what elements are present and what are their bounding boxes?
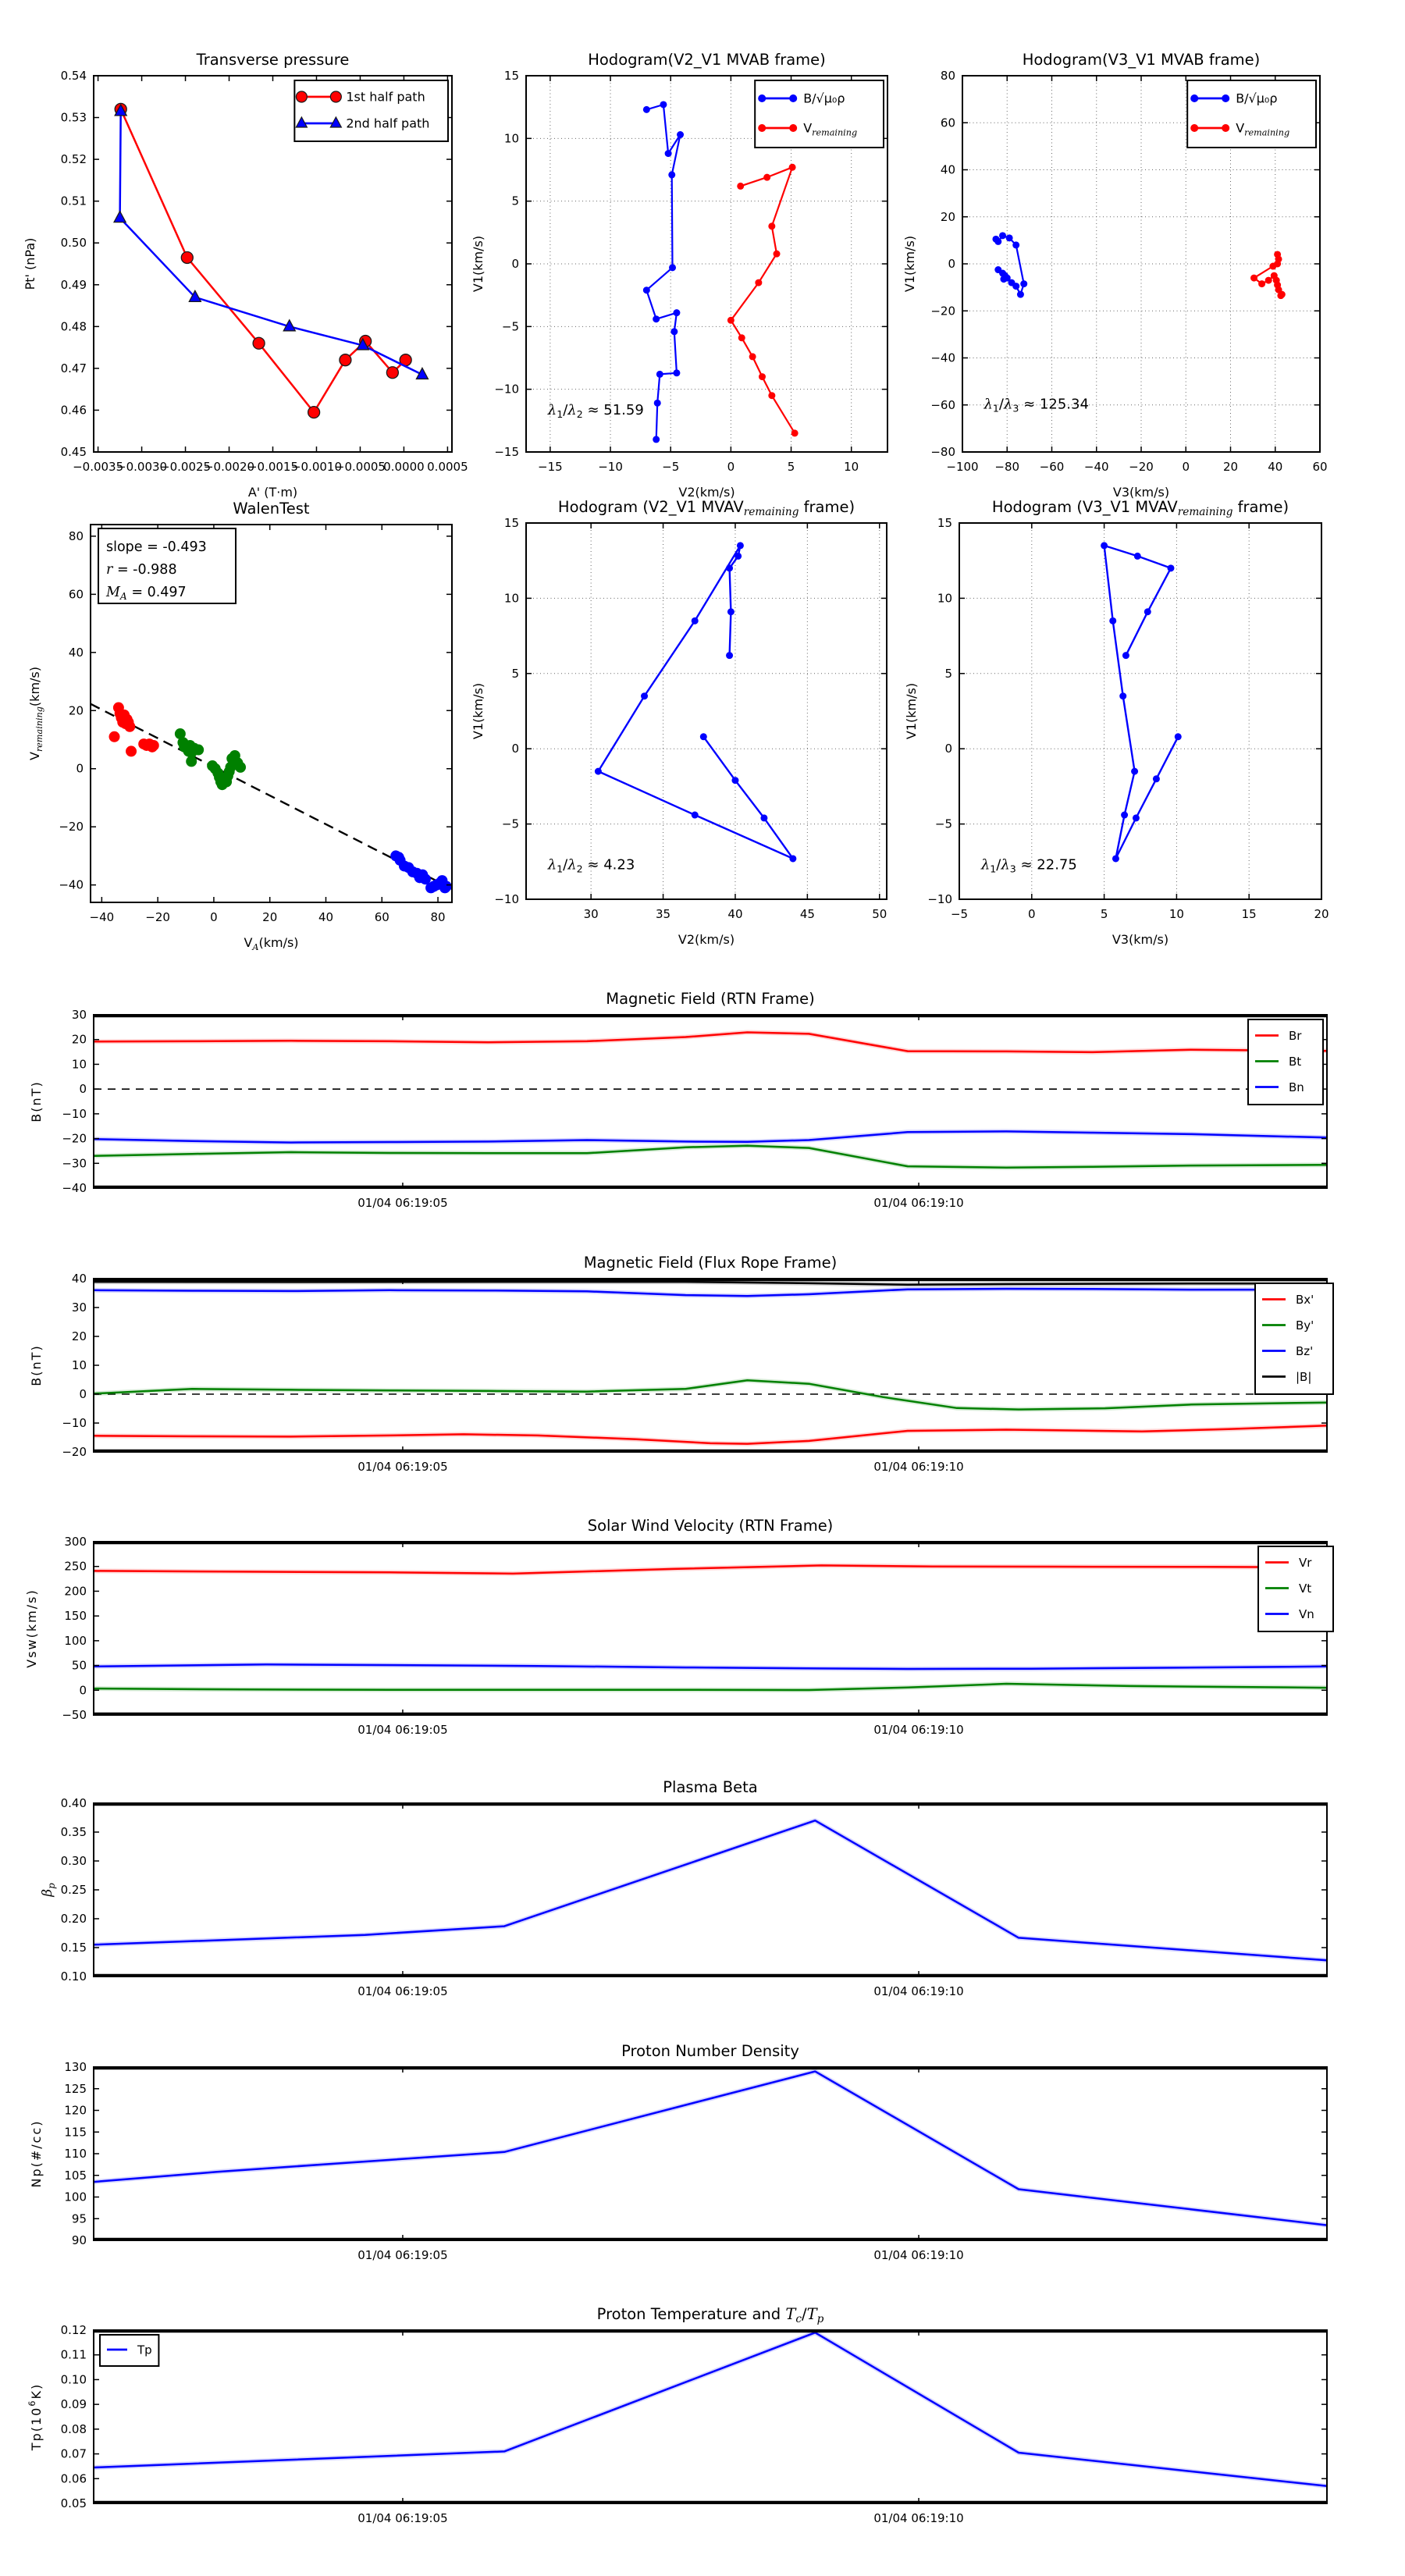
svg-text:250: 250 (64, 1559, 87, 1574)
svg-text:−20: −20 (62, 1445, 87, 1459)
svg-text:01/04 06:19:05: 01/04 06:19:05 (357, 1984, 448, 1998)
svg-text:0.35: 0.35 (60, 1825, 87, 1839)
svg-text:01/04 06:19:10: 01/04 06:19:10 (873, 1723, 964, 1737)
svg-text:15: 15 (503, 516, 519, 530)
svg-text:−30: −30 (62, 1156, 87, 1171)
svg-text:10: 10 (937, 591, 952, 606)
svg-text:5: 5 (1100, 907, 1108, 921)
svg-text:Hodogram(V2_V1 MVAB frame): Hodogram(V2_V1 MVAB frame) (588, 51, 826, 69)
svg-text:40: 40 (68, 645, 84, 660)
svg-text:Transverse pressure: Transverse pressure (196, 51, 350, 69)
svg-text:0.11: 0.11 (60, 2347, 87, 2362)
svg-text:95: 95 (71, 2211, 87, 2226)
svg-text:10: 10 (1168, 907, 1184, 921)
svg-text:λ1/λ2 ≈ 4.23: $\lambda_1/\lambda_2 \approx 4.23$ (547, 856, 635, 875)
svg-text:20: 20 (940, 209, 955, 224)
chart-svg-proton_density (29, 2042, 1327, 2262)
svg-text:110: 110 (64, 2147, 87, 2161)
svg-text:B/√μ₀ρ: B/√μ₀ρ (803, 91, 845, 106)
svg-text:0.12: 0.12 (60, 2323, 87, 2337)
svg-text:01/04 06:19:10: 01/04 06:19:10 (873, 1984, 964, 1998)
svg-text:01/04 06:19:05: 01/04 06:19:05 (357, 2248, 448, 2262)
svg-text:0: 0 (79, 1387, 87, 1401)
svg-text:0.54: 0.54 (60, 69, 87, 83)
chart-svg-transverse_pressure (23, 51, 468, 500)
svg-text:−10: −10 (62, 1416, 87, 1430)
svg-text:V2(km/s): V2(km/s) (678, 932, 735, 947)
svg-text:−0.0020: −0.0020 (203, 460, 255, 474)
svg-text:0.0005: 0.0005 (427, 460, 468, 474)
svg-text:−50: −50 (62, 1708, 87, 1722)
svg-text:Vremaining: $V_{remaining}$ (803, 120, 858, 138)
svg-text:60: 60 (374, 910, 389, 924)
svg-text:5: 5 (787, 460, 795, 474)
svg-text:A' (T·m): A' (T·m) (247, 485, 298, 500)
svg-text:20: 20 (262, 910, 278, 924)
plot-plasma-beta (40, 1778, 1327, 1998)
svg-text:λ1/λ3 ≈ 22.75: $\lambda_1/\lambda_3 \approx 22.75$ (980, 856, 1077, 875)
svg-text:5: 5 (944, 666, 952, 681)
svg-text:0: 0 (1028, 907, 1036, 921)
svg-text:10: 10 (844, 460, 859, 474)
svg-text:60: 60 (1312, 460, 1328, 474)
svg-text:Hodogram (V3_V1 MVAVremaining: Hodogram (V3_V1 $MVAV_{remaining}$ frame) (991, 498, 1289, 518)
svg-text:100: 100 (64, 1633, 87, 1648)
svg-text:0.30: 0.30 (60, 1854, 87, 1868)
svg-text:Plasma Beta: Plasma Beta (663, 1778, 758, 1796)
svg-text:Bn: Bn (1289, 1080, 1304, 1094)
svg-text:−40: −40 (930, 350, 955, 365)
svg-text:0.10: 0.10 (60, 2372, 87, 2387)
svg-text:1st half path: 1st half path (346, 89, 425, 105)
svg-text:−10: −10 (927, 892, 952, 906)
svg-text:0: 0 (210, 910, 218, 924)
svg-text:40: 40 (71, 1272, 87, 1286)
plot-proton-temperature (27, 2305, 1327, 2525)
svg-text:−20: −20 (930, 304, 955, 318)
svg-text:01/04 06:19:10: 01/04 06:19:10 (873, 1196, 964, 1210)
svg-text:Tp: Tp (137, 2343, 152, 2357)
svg-text:B(nT): B(nT) (29, 1080, 44, 1123)
svg-text:01/04 06:19:10: 01/04 06:19:10 (873, 2248, 964, 2262)
svg-text:01/04 06:19:05: 01/04 06:19:05 (357, 2511, 448, 2525)
svg-text:V1(km/s): V1(km/s) (902, 235, 917, 293)
svg-text:60: 60 (68, 587, 84, 602)
svg-text:−40: −40 (89, 910, 115, 924)
svg-text:−5: −5 (501, 817, 519, 831)
svg-text:VA(km/s): $V_A(km/s)$ (244, 935, 299, 952)
plot-proton-number-density (29, 2042, 1327, 2262)
svg-text:Magnetic Field (RTN Frame): Magnetic Field (RTN Frame) (606, 990, 815, 1008)
plot-hodogram-v2v1-mvav-remaining (471, 498, 887, 947)
svg-text:−40: −40 (1083, 460, 1109, 474)
plot-hodogram-v2v1-mvab (471, 51, 887, 500)
svg-text:Proton Temperature and Tc/Tp: Proton Temperature and $T_c/T_p$ (596, 2305, 824, 2325)
svg-text:10: 10 (71, 1057, 87, 1072)
svg-text:Bt: Bt (1289, 1055, 1302, 1069)
svg-text:40: 40 (318, 910, 334, 924)
svg-text:r = -0.988: r = -0.988 (106, 562, 177, 578)
svg-text:0.53: 0.53 (60, 110, 87, 125)
svg-text:0: 0 (79, 1082, 87, 1097)
svg-text:0: 0 (1182, 460, 1190, 474)
svg-text:Vr: Vr (1299, 1556, 1312, 1570)
svg-text:125: 125 (64, 2081, 87, 2096)
svg-text:20: 20 (71, 1329, 87, 1343)
svg-text:V3(km/s): V3(km/s) (1112, 932, 1169, 947)
svg-text:20: 20 (1314, 907, 1329, 921)
chart-svg-proton_temp (27, 2305, 1327, 2525)
svg-text:0.08: 0.08 (60, 2421, 87, 2436)
svg-text:0: 0 (727, 460, 735, 474)
svg-text:105: 105 (64, 2168, 87, 2183)
svg-text:−10: −10 (62, 1106, 87, 1121)
svg-text:−0.0035: −0.0035 (73, 460, 124, 474)
svg-text:−10: −10 (494, 892, 519, 906)
svg-text:Solar Wind Velocity (RTN Frame: Solar Wind Velocity (RTN Frame) (587, 1517, 834, 1535)
svg-text:20: 20 (71, 1032, 87, 1047)
svg-text:0.49: 0.49 (60, 277, 87, 292)
svg-text:MA = 0.497: $M_A = 0.497$ (106, 585, 187, 602)
svg-text:15: 15 (1241, 907, 1257, 921)
chart-svg-b_rtn (29, 990, 1327, 1210)
svg-text:30: 30 (71, 1008, 87, 1022)
svg-text:10: 10 (503, 131, 519, 146)
svg-text:−0.0025: −0.0025 (160, 460, 212, 474)
svg-text:−0.0015: −0.0015 (247, 460, 299, 474)
svg-text:Bz': Bz' (1296, 1344, 1314, 1358)
svg-text:|B|: |B| (1296, 1370, 1312, 1384)
svg-text:−5: −5 (934, 817, 952, 831)
svg-text:0.46: 0.46 (60, 403, 87, 418)
svg-text:15: 15 (503, 69, 519, 83)
svg-text:300: 300 (64, 1535, 87, 1549)
chart-svg-hodogram_v2_mvab (471, 51, 887, 500)
svg-text:Proton Number Density: Proton Number Density (621, 2042, 799, 2060)
svg-text:10: 10 (71, 1358, 87, 1372)
svg-text:Magnetic Field (Flux Rope Fram: Magnetic Field (Flux Rope Frame) (583, 1254, 838, 1272)
svg-text:λ1/λ3 ≈ 125.34: $\lambda_1/\lambda_3 \approx 125.34$ (984, 396, 1089, 415)
svg-text:−80: −80 (930, 445, 955, 459)
svg-text:0: 0 (511, 742, 519, 756)
plot-magnetic-field-flux-rope (29, 1254, 1327, 1474)
svg-text:V1(km/s): V1(km/s) (471, 682, 486, 740)
svg-text:0.50: 0.50 (60, 236, 87, 251)
svg-text:0.0000: 0.0000 (383, 460, 425, 474)
svg-text:40: 40 (940, 162, 955, 177)
svg-text:01/04 06:19:10: 01/04 06:19:10 (873, 2511, 964, 2525)
svg-text:30: 30 (583, 907, 599, 921)
plot-walen-test (27, 500, 452, 952)
svg-text:Vsw(km/s): Vsw(km/s) (24, 1589, 39, 1668)
svg-text:B(nT): B(nT) (29, 1344, 44, 1386)
svg-text:0.09: 0.09 (60, 2397, 87, 2412)
svg-text:130: 130 (64, 2060, 87, 2074)
svg-text:0.10: 0.10 (60, 1969, 87, 1984)
svg-text:20: 20 (68, 703, 84, 718)
plot-hodogram-v3v1-mvab (902, 51, 1328, 500)
svg-text:slope = -0.493: slope = -0.493 (106, 539, 207, 555)
svg-text:10: 10 (503, 591, 519, 606)
svg-text:λ1/λ2 ≈ 51.59: $\lambda_1/\lambda_2 \approx 51.59$ (547, 401, 644, 420)
svg-text:−100: −100 (946, 460, 979, 474)
svg-text:βp: $\beta_p$ (40, 1883, 57, 1897)
svg-text:Vremaining: $V_{remaining}$ (1236, 120, 1290, 138)
svg-text:−20: −20 (59, 820, 84, 834)
svg-text:V3(km/s): V3(km/s) (1112, 485, 1170, 500)
svg-text:80: 80 (430, 910, 446, 924)
svg-text:WalenTest: WalenTest (233, 500, 310, 518)
plot-hodogram-v3v1-mvav-remaining (904, 498, 1329, 947)
svg-text:V2(km/s): V2(km/s) (678, 485, 735, 500)
svg-text:200: 200 (64, 1584, 87, 1599)
svg-text:120: 120 (64, 2103, 87, 2118)
svg-text:−0.0010: −0.0010 (290, 460, 343, 474)
svg-text:Vt: Vt (1299, 1582, 1312, 1596)
svg-text:30: 30 (71, 1300, 87, 1315)
chart-svg-vsw_rtn (24, 1517, 1327, 1737)
svg-text:20: 20 (1222, 460, 1239, 474)
svg-text:0.51: 0.51 (60, 194, 87, 208)
svg-text:40: 40 (1268, 460, 1283, 474)
svg-text:−0.0005: −0.0005 (334, 460, 386, 474)
svg-text:−80: −80 (994, 460, 1020, 474)
svg-text:0.48: 0.48 (60, 319, 87, 334)
svg-text:0.06: 0.06 (60, 2471, 87, 2486)
svg-text:−0.0030: −0.0030 (116, 460, 168, 474)
svg-text:2nd half path: 2nd half path (346, 116, 430, 131)
svg-text:−20: −20 (62, 1131, 87, 1146)
svg-text:−40: −40 (62, 1181, 87, 1195)
svg-text:By': By' (1296, 1318, 1314, 1332)
svg-text:01/04 06:19:05: 01/04 06:19:05 (357, 1723, 448, 1737)
svg-text:Bx': Bx' (1296, 1293, 1314, 1307)
svg-text:0.52: 0.52 (60, 152, 87, 167)
plot-solar-wind-velocity-rtn (24, 1517, 1327, 1737)
svg-text:−10: −10 (494, 382, 519, 397)
svg-text:0.25: 0.25 (60, 1883, 87, 1897)
svg-text:50: 50 (872, 907, 887, 921)
plot-magnetic-field-rtn (29, 990, 1327, 1210)
svg-text:−60: −60 (1039, 460, 1065, 474)
svg-text:0.47: 0.47 (60, 361, 87, 375)
svg-text:V1(km/s): V1(km/s) (471, 235, 486, 293)
chart-svg-b_flux_rope (29, 1254, 1327, 1474)
chart-svg-hodogram_v3_mvab (902, 51, 1328, 500)
svg-text:Hodogram(V3_V1 MVAB frame): Hodogram(V3_V1 MVAB frame) (1022, 51, 1261, 69)
svg-text:0.20: 0.20 (60, 1912, 87, 1926)
svg-text:0: 0 (79, 1683, 87, 1698)
svg-text:−15: −15 (538, 460, 563, 474)
svg-text:0: 0 (944, 742, 952, 756)
svg-text:01/04 06:19:05: 01/04 06:19:05 (357, 1460, 448, 1474)
svg-text:115: 115 (64, 2125, 87, 2140)
svg-text:−5: −5 (950, 907, 969, 921)
svg-text:50: 50 (71, 1658, 87, 1673)
svg-text:−5: −5 (501, 319, 519, 334)
svg-text:35: 35 (656, 907, 671, 921)
svg-text:−10: −10 (598, 460, 623, 474)
svg-text:Hodogram (V2_V1 MVAVremaining: Hodogram (V2_V1 $MVAV_{remaining}$ frame) (557, 498, 855, 518)
svg-text:90: 90 (71, 2233, 87, 2247)
svg-text:0: 0 (948, 257, 955, 271)
svg-text:01/04 06:19:10: 01/04 06:19:10 (873, 1460, 964, 1474)
svg-text:0.07: 0.07 (60, 2446, 87, 2461)
svg-text:−60: −60 (930, 397, 955, 412)
svg-text:−40: −40 (59, 877, 84, 892)
svg-text:100: 100 (64, 2190, 87, 2204)
svg-text:15: 15 (937, 516, 952, 530)
svg-text:0.05: 0.05 (60, 2496, 87, 2510)
svg-text:V1(km/s): V1(km/s) (904, 682, 919, 740)
svg-text:150: 150 (64, 1609, 87, 1624)
svg-text:Np(#/cc): Np(#/cc) (29, 2119, 44, 2188)
plot-transverse-pressure (23, 51, 468, 500)
svg-text:−15: −15 (494, 445, 519, 459)
svg-text:5: 5 (511, 194, 519, 208)
svg-text:80: 80 (68, 528, 84, 543)
svg-text:0: 0 (511, 257, 519, 271)
chart-svg-hodogram_v2_mvav (471, 498, 887, 947)
svg-text:Br: Br (1289, 1029, 1302, 1043)
svg-text:0.45: 0.45 (60, 445, 87, 459)
svg-text:−5: −5 (662, 460, 680, 474)
svg-text:B/√μ₀ρ: B/√μ₀ρ (1236, 91, 1278, 106)
svg-text:45: 45 (799, 907, 815, 921)
svg-text:Pt' (nPa): Pt' (nPa) (23, 237, 37, 290)
svg-text:Vremaining(km/s): $V_{remaining}(km/s)$ (27, 667, 44, 760)
svg-text:−20: −20 (1129, 460, 1154, 474)
svg-text:5: 5 (511, 666, 519, 681)
chart-svg-walen_test (27, 500, 452, 952)
svg-text:01/04 06:19:05: 01/04 06:19:05 (357, 1196, 448, 1210)
svg-text:0.15: 0.15 (60, 1941, 87, 1955)
svg-text:−20: −20 (145, 910, 170, 924)
svg-text:60: 60 (940, 116, 955, 130)
svg-text:40: 40 (727, 907, 743, 921)
svg-text:0.40: 0.40 (60, 1796, 87, 1810)
svg-text:Vn: Vn (1299, 1607, 1314, 1621)
svg-text:0: 0 (76, 761, 84, 776)
svg-text:Tp(106K): $Tp(10^6K)$ (27, 2382, 44, 2451)
chart-svg-hodogram_v3_mvav (904, 498, 1329, 947)
svg-text:80: 80 (940, 69, 955, 83)
